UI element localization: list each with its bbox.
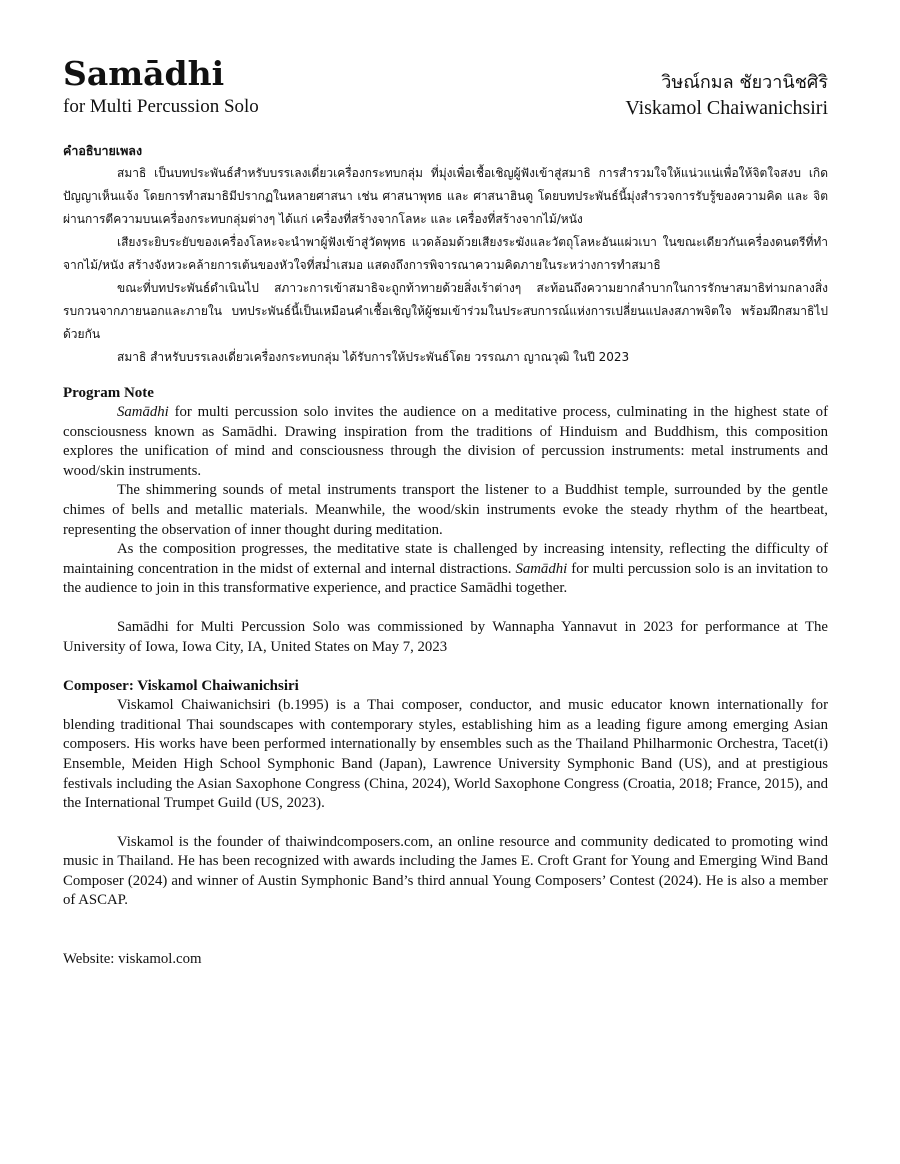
- program-note-paragraph: The shimmering sounds of metal instruments transport the listener to a Buddhist temple, surrounded by the gentle chimes of bells and metallic materials. Meanwhile, the wood/skin instruments evoke the steady rhythm of the heartbeat, representing the observation of inner thought during meditation.: [63, 482, 828, 538]
- composer-block: [625, 70, 828, 120]
- thai-paragraph: เสียงระยิบระยับของเครื่องโลหะจะนำพาผู้ฟังเข้าสู่วัดพุทธ แวดล้อมด้วยเสียงระฆังและวัตถุโลหะอันแผ่วเบา ในขณะเดียวกันเครื่องดนตรีที่ทำจากไม้/หนัง สร้างจังหวะคล้ายการเต้นของหัวใจที่สม่ำเสมอ แสดงถึงการพิจารณาความคิดภายในระหว่างการทำสมาธิ: [63, 235, 828, 272]
- thai-program-note: [63, 140, 828, 369]
- composer-bio-heading: Composer: Viskamol Chaiwanichsiri: [63, 678, 299, 695]
- thai-paragraph: ขณะที่บทประพันธ์ดำเนินไป สภาวะการเข้าสมาธิจะถูกท้าทายด้วยสิ่งเร้าต่างๆ สะท้อนถึงความยากลำบากในการรักษาสมาธิท่ามกลางสิ่งรบกวนจากภายนอกและภายใน บทประพันธ์นี้เป็นเหมือนคำเชื้อเชิญให้ผู้ชมเข้าร่วมในประสบการณ์แห่งการเปลี่ยนแปลงสภาพจิตใจ พร้อมฝึกสมาธิไปด้วยกัน: [63, 281, 828, 341]
- paragraph-text: for multi percussion solo is an invitation to the audience to join in this transformative experience, and practice Samādhi together.: [63, 560, 829, 597]
- spacer: [63, 930, 828, 949]
- paragraph-text: As the composition progresses, the meditative state is challenged by increasing intensity, reflecting the difficulty of maintaining concentration in the midst of external and internal distractions.: [63, 541, 828, 577]
- commission-paragraph: Samādhi for Multi Percussion Solo was commissioned by Wannapha Yannavut in 2023 for performance at The University of Iowa, Iowa City, IA, United States on May 7, 2023: [63, 618, 828, 655]
- english-program-note: [63, 383, 828, 657]
- spacer: [63, 599, 828, 618]
- piece-title: Samādhi: [63, 54, 225, 93]
- composer-name-english: Viskamol Chaiwanichsiri: [625, 97, 828, 119]
- content: [63, 140, 828, 969]
- piece-title-italic: Samādhi: [117, 404, 169, 420]
- spacer: [63, 814, 828, 833]
- piece-title-italic: Samādhi: [515, 560, 568, 577]
- program-note-paragraph: [63, 403, 828, 481]
- website-line: Website: viskamol.com: [63, 951, 202, 968]
- program-note-heading: Program Note: [63, 385, 154, 401]
- thai-paragraph: สมาธิ เป็นบทประพันธ์สำหรับบรรเลงเดี่ยวเครื่องกระทบกลุ่ม ที่มุ่งเพื่อเชื้อเชิญผู้ฟังเข้าสู่สมาธิ การสำรวมใจให้แน่วแน่เพื่อให้จิตใจสงบ เกิดปัญญาเห็นแจ้ง โดยการทำสมาธิมีปรากฏในหลายศาสนา เช่น ศาสนาพุทธ และ ศาสนาฮินดู โดยบทประพันธ์นี้มุ่งสำรวจการรับรู้ของความคิด และ จิตผ่านการตีความบนเครื่องกระทบกลุ่มต่างๆ ได้แก่ เครื่องที่สร้างจากโลหะ และ เครื่องที่สร้างจากไม้/หนัง: [63, 166, 828, 226]
- thai-commission-paragraph: สมาธิ สำหรับบรรเลงเดี่ยวเครื่องกระทบกลุ่ม ได้รับการให้ประพันธ์โดย วรรณภา ญาณวุฒิ ในปี 2023: [117, 350, 630, 364]
- composer-bio: [63, 676, 828, 911]
- composer-name-thai: วิษณ์กมล ชัยวานิชศิริ: [661, 72, 828, 93]
- bio-paragraph: Viskamol is the founder of thaiwindcomposers.com, an online resource and community dedicated to promoting wind music in Thailand. He has been recognized with awards including the James E. Croft Grant for Young and Emerging Wind Band Composer (2024) and winner of Austin Symphonic Band’s third annual Young Composers’ Contest (2024). He is also a member of ASCAP.: [63, 833, 828, 909]
- paragraph-text: for multi percussion solo invites the audience on a meditative process, culminating in the highest state of consciousness known as Samādhi. Drawing inspiration from the traditions of Hinduism and Buddhism, this composition explores the unification of mind and consciousness through the division of percussion instruments: metal instruments and wood/skin instruments.: [63, 404, 828, 479]
- thai-note-heading: คำอธิบายเพลง: [63, 143, 143, 158]
- spacer: [63, 369, 828, 383]
- piece-subtitle: for Multi Percussion Solo: [63, 96, 259, 117]
- program-note-paragraph: [63, 540, 828, 599]
- spacer: [63, 911, 828, 930]
- header: [63, 52, 828, 122]
- spacer: [63, 657, 828, 676]
- title-block: [63, 52, 259, 118]
- bio-paragraph: Viskamol Chaiwanichsiri (b.1995) is a Thai composer, conductor, and music educator known internationally for blending traditional Thai soundscapes with contemporary styles, establishing him as a leading figure among emerging Asian composers. His works have been performed internationally by ensembles such as the Thailand Philharmonic Orchestra, Tacet(i) Ensemble, Meiden High School Symphonic Band (Japan), Lawrence University Symphonic Band (US), and at prestigious festivals including the Asian Saxophone Congress (China, 2024), World Saxophone Congress (Croatia, 2018; France, 2015), and the International Trumpet Guild (US, 2023).: [63, 697, 828, 812]
